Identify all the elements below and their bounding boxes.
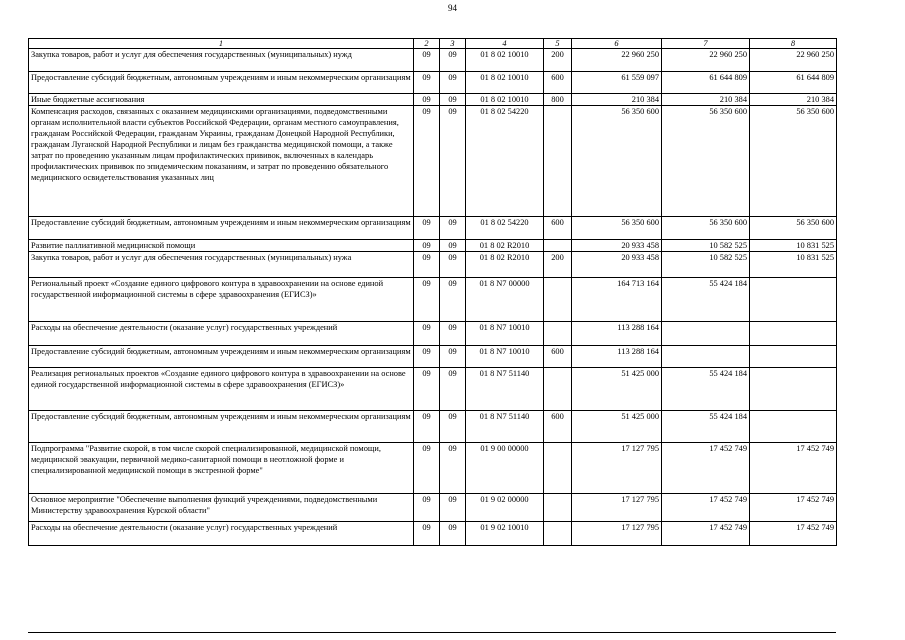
row-name-cell: Развитие паллиативной медицинской помощи [29,240,414,252]
section-code-cell: 09 [414,106,440,217]
amount-year1-cell: 56 350 600 [572,106,662,217]
section-code-cell: 09 [414,217,440,240]
subsection-code-cell: 09 [440,411,466,443]
subsection-code-cell: 09 [440,106,466,217]
row-name-cell: Основное мероприятие "Обеспечение выполнения функций учреждениями, подведомственными Министерству здравоохранения Курской области" [29,494,414,522]
amount-year3-cell: 17 452 749 [750,494,837,522]
row-name-cell: Компенсация расходов, связанных с оказанием медицинскими организациями, подведомственными органам исполнительной власти субъектов Российской Федерации, органам местного самоуправления, гражданам Российской Федерации, гражданам Украины, гражданам Донецкой Народной Республики, гражданам Луганской Народной Республики и лицам без гражданства медицинской помощи, а также затрат по проведению указанным лицам профилактических прививок, включенных в календарь профилактических прививок по эпидемическим показаниям, и затрат по проведению обязательного медицинского освидетельствования указанных лиц [29,106,414,217]
amount-year3-cell: 17 452 749 [750,522,837,546]
column-number-row [29,39,837,49]
target-article-code-cell: 01 8 02 10010 [466,94,544,106]
section-code-cell: 09 [414,411,440,443]
target-article-code-cell: 01 9 02 10010 [466,522,544,546]
table-row [29,494,837,522]
table-row [29,368,837,411]
expense-type-code-cell: 600 [544,217,572,240]
amount-year1-cell: 17 127 795 [572,522,662,546]
amount-year3-cell: 61 644 809 [750,72,837,94]
amount-year1-cell: 164 713 164 [572,278,662,322]
target-article-code-cell: 01 8 02 10010 [466,49,544,72]
amount-year3-cell: 10 831 525 [750,240,837,252]
amount-year2-cell [662,346,750,368]
amount-year1-cell: 56 350 600 [572,217,662,240]
expense-type-code-cell: 200 [544,252,572,278]
amount-year2-cell: 22 960 250 [662,49,750,72]
table-row [29,443,837,494]
amount-year3-cell: 17 452 749 [750,443,837,494]
amount-year2-cell: 17 452 749 [662,443,750,494]
table-row [29,72,837,94]
amount-year1-cell: 20 933 458 [572,240,662,252]
section-code-cell: 09 [414,494,440,522]
table-row [29,49,837,72]
amount-year2-cell: 55 424 184 [662,368,750,411]
amount-year2-cell [662,322,750,346]
amount-year1-cell: 113 288 164 [572,322,662,346]
amount-year2-cell: 10 582 525 [662,240,750,252]
expense-type-code-cell [544,106,572,217]
section-code-cell: 09 [414,278,440,322]
amount-year2-cell: 55 424 184 [662,278,750,322]
target-article-code-cell: 01 8 N7 51140 [466,411,544,443]
expense-type-code-cell: 600 [544,411,572,443]
column-number: 8 [750,39,837,49]
target-article-code-cell: 01 8 02 54220 [466,217,544,240]
row-name-cell: Предоставление субсидий бюджетным, автономным учреждениям и иным некоммерческим организациям [29,411,414,443]
subsection-code-cell: 09 [440,49,466,72]
subsection-code-cell: 09 [440,72,466,94]
amount-year1-cell: 51 425 000 [572,411,662,443]
section-code-cell: 09 [414,72,440,94]
expense-type-code-cell [544,278,572,322]
page-number: 94 [448,3,457,13]
target-article-code-cell: 01 8 02 R2010 [466,240,544,252]
row-name-cell: Закупка товаров, работ и услуг для обеспечения государственных (муниципальных) нужа [29,252,414,278]
table-row [29,94,837,106]
table-row [29,411,837,443]
amount-year2-cell: 56 350 600 [662,217,750,240]
row-name-cell: Региональный проект «Создание единого цифрового контура в здравоохранении на основе единой государственной информационной системы в сфере здравоохранения (ЕГИСЗ)» [29,278,414,322]
amount-year3-cell [750,411,837,443]
subsection-code-cell: 09 [440,443,466,494]
subsection-code-cell: 09 [440,522,466,546]
column-number: 5 [544,39,572,49]
row-name-cell: Расходы на обеспечение деятельности (оказание услуг) государственных учреждений [29,522,414,546]
section-code-cell: 09 [414,346,440,368]
budget-table [28,38,837,546]
expense-type-code-cell: 600 [544,72,572,94]
expense-type-code-cell [544,494,572,522]
subsection-code-cell: 09 [440,217,466,240]
target-article-code-cell: 01 8 N7 51140 [466,368,544,411]
amount-year1-cell: 61 559 097 [572,72,662,94]
column-number: 2 [414,39,440,49]
section-code-cell: 09 [414,94,440,106]
table-row [29,217,837,240]
expense-type-code-cell: 200 [544,49,572,72]
section-code-cell: 09 [414,522,440,546]
amount-year3-cell: 56 350 600 [750,217,837,240]
target-article-code-cell: 01 8 02 10010 [466,72,544,94]
target-article-code-cell: 01 8 02 54220 [466,106,544,217]
target-article-code-cell: 01 8 N7 10010 [466,322,544,346]
amount-year1-cell: 17 127 795 [572,494,662,522]
column-number: 1 [29,39,414,49]
column-number: 7 [662,39,750,49]
table-row [29,106,837,217]
expense-type-code-cell [544,443,572,494]
section-code-cell: 09 [414,368,440,411]
target-article-code-cell: 01 9 00 00000 [466,443,544,494]
target-article-code-cell: 01 8 N7 00000 [466,278,544,322]
amount-year2-cell: 17 452 749 [662,522,750,546]
table-row [29,346,837,368]
row-name-cell: Иные бюджетные ассигнования [29,94,414,106]
row-name-cell: Подпрограмма "Развитие скорой, в том числе скорой специализированной, медицинской помощи, медицинской эвакуации, первичной медико-санитарной помощи в неотложной форме и специализированной медицинской помощи в экстренной форме" [29,443,414,494]
column-number: 3 [440,39,466,49]
expense-type-code-cell: 800 [544,94,572,106]
amount-year1-cell: 113 288 164 [572,346,662,368]
section-code-cell: 09 [414,240,440,252]
amount-year2-cell: 61 644 809 [662,72,750,94]
expense-type-code-cell [544,522,572,546]
section-code-cell: 09 [414,322,440,346]
section-code-cell: 09 [414,443,440,494]
section-code-cell: 09 [414,49,440,72]
subsection-code-cell: 09 [440,252,466,278]
page-bottom-rule [28,632,836,633]
amount-year3-cell [750,368,837,411]
row-name-cell: Предоставление субсидий бюджетным, автономным учреждениям и иным некоммерческим организациям [29,72,414,94]
row-name-cell: Реализация региональных проектов «Создание единого цифрового контура в здравоохранении на основе единой государственной информационной системы в сфере здравоохранения (ЕГИСЗ)» [29,368,414,411]
subsection-code-cell: 09 [440,240,466,252]
subsection-code-cell: 09 [440,322,466,346]
expense-type-code-cell [544,322,572,346]
amount-year3-cell: 10 831 525 [750,252,837,278]
table-row [29,278,837,322]
amount-year1-cell: 210 384 [572,94,662,106]
amount-year3-cell: 210 384 [750,94,837,106]
table-row [29,322,837,346]
target-article-code-cell: 01 9 02 00000 [466,494,544,522]
column-number: 4 [466,39,544,49]
amount-year3-cell [750,322,837,346]
amount-year3-cell [750,346,837,368]
row-name-cell: Предоставление субсидий бюджетным, автономным учреждениям и иным некоммерческим организациям [29,217,414,240]
amount-year1-cell: 22 960 250 [572,49,662,72]
amount-year1-cell: 20 933 458 [572,252,662,278]
amount-year3-cell: 22 960 250 [750,49,837,72]
target-article-code-cell: 01 8 02 R2010 [466,252,544,278]
row-name-cell: Закупка товаров, работ и услуг для обеспечения государственных (муниципальных) нужд [29,49,414,72]
subsection-code-cell: 09 [440,94,466,106]
row-name-cell: Предоставление субсидий бюджетным, автономным учреждениям и иным некоммерческим организациям [29,346,414,368]
amount-year2-cell: 17 452 749 [662,494,750,522]
amount-year1-cell: 17 127 795 [572,443,662,494]
row-name-cell: Расходы на обеспечение деятельности (оказание услуг) государственных учреждений [29,322,414,346]
subsection-code-cell: 09 [440,346,466,368]
target-article-code-cell: 01 8 N7 10010 [466,346,544,368]
amount-year2-cell: 56 350 600 [662,106,750,217]
amount-year3-cell [750,278,837,322]
amount-year3-cell: 56 350 600 [750,106,837,217]
amount-year2-cell: 10 582 525 [662,252,750,278]
expense-type-code-cell [544,240,572,252]
column-number: 6 [572,39,662,49]
table-row [29,522,837,546]
subsection-code-cell: 09 [440,368,466,411]
section-code-cell: 09 [414,252,440,278]
amount-year2-cell: 55 424 184 [662,411,750,443]
amount-year2-cell: 210 384 [662,94,750,106]
expense-type-code-cell: 600 [544,346,572,368]
subsection-code-cell: 09 [440,278,466,322]
table-row [29,240,837,252]
amount-year1-cell: 51 425 000 [572,368,662,411]
table-row [29,252,837,278]
expense-type-code-cell [544,368,572,411]
subsection-code-cell: 09 [440,494,466,522]
